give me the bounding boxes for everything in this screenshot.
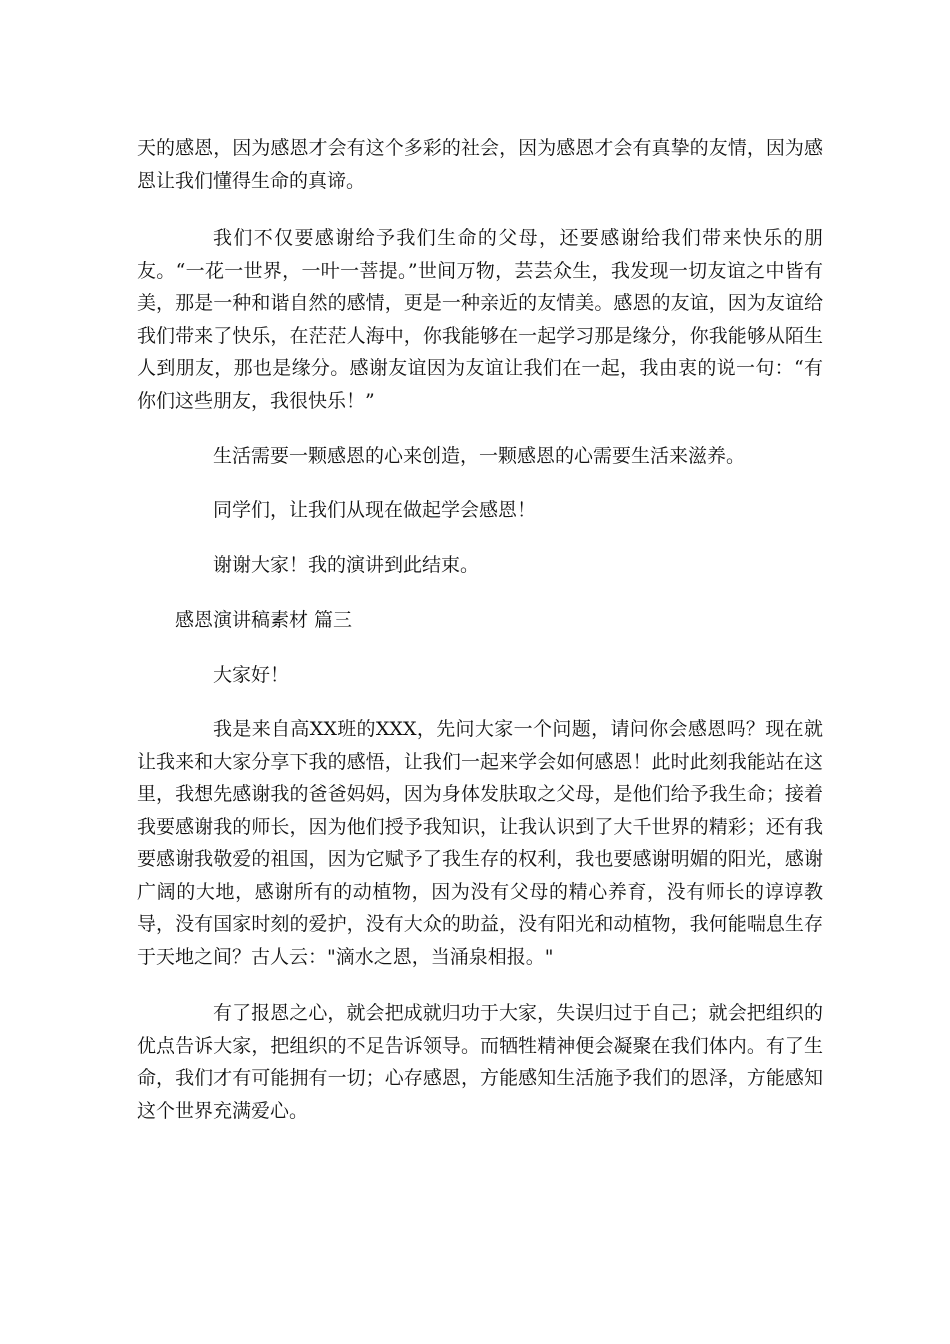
paragraph-2: 我们不仅要感谢给予我们生命的父母，还要感谢给我们带来快乐的朋友。“一花一世界，一叶一菩提。”世间万物，芸芸众生，我发现一切友谊之中皆有美，那是一种和谐自然的感情，更是一种亲近的友情美。感恩的友谊，因为友谊给我们带来了快乐，在茫茫人海中，你我能够在一起学习那是缘分，你我能够从陌生人到朋友，那也是缘分。感谢友谊因为友谊让我们在一起，我由衷的说一句：“有你们这些朋友，我很快乐！”: [137, 227, 823, 412]
paragraph-1: 天的感恩，因为感恩才会有这个多彩的社会，因为感恩才会有真挚的友情，因为感恩让我们懂得生命的真谛。: [137, 137, 823, 192]
paragraph-4: 同学们，让我们从现在做起学会感恩！: [213, 499, 537, 521]
greeting: 大家好！: [213, 664, 290, 686]
paragraph-6: 我是来自高XX班的XXX，先问大家一个问题，请问你会感恩吗？现在就让我来和大家分享下我的感悟，让我们一起来学会如何感恩！此时此刻我能站在这里，我想先感谢我的爸爸妈妈，因为身体发肤取之父母，是他们给予我生命；接着我要感谢我的师长，因为他们授予我知识，让我认识到了大千世界的精彩；还有我要感谢我敬爱的祖国，因为它赋予了我生存的权利，我也要感谢明媚的阳光，感谢广阔的大地，感谢所有的动植物，因为没有父母的精心养育，没有师长的谆谆教导，没有国家时刻的爱护，没有大众的助益，没有阳光和动植物，我何能喘息生存于天地之间？古人云："滴水之恩，当涌泉相报。": [137, 718, 823, 968]
paragraph-7: 有了报恩之心，就会把成就归功于大家，失误归过于自己；就会把组织的优点告诉大家，把组织的不足告诉领导。而牺牲精神便会凝聚在我们体内。有了生命，我们才有可能拥有一切；心存感恩，方能感知生活施予我们的恩泽，方能感知这个世界充满爱心。: [137, 1002, 823, 1122]
paragraph-3: 生活需要一颗感恩的心来创造，一颗感恩的心需要生活来滋养。: [213, 445, 746, 467]
section-heading: 感恩演讲稿素材 篇三: [175, 609, 353, 631]
paragraph-5: 谢谢大家！我的演讲到此结束。: [213, 554, 480, 576]
